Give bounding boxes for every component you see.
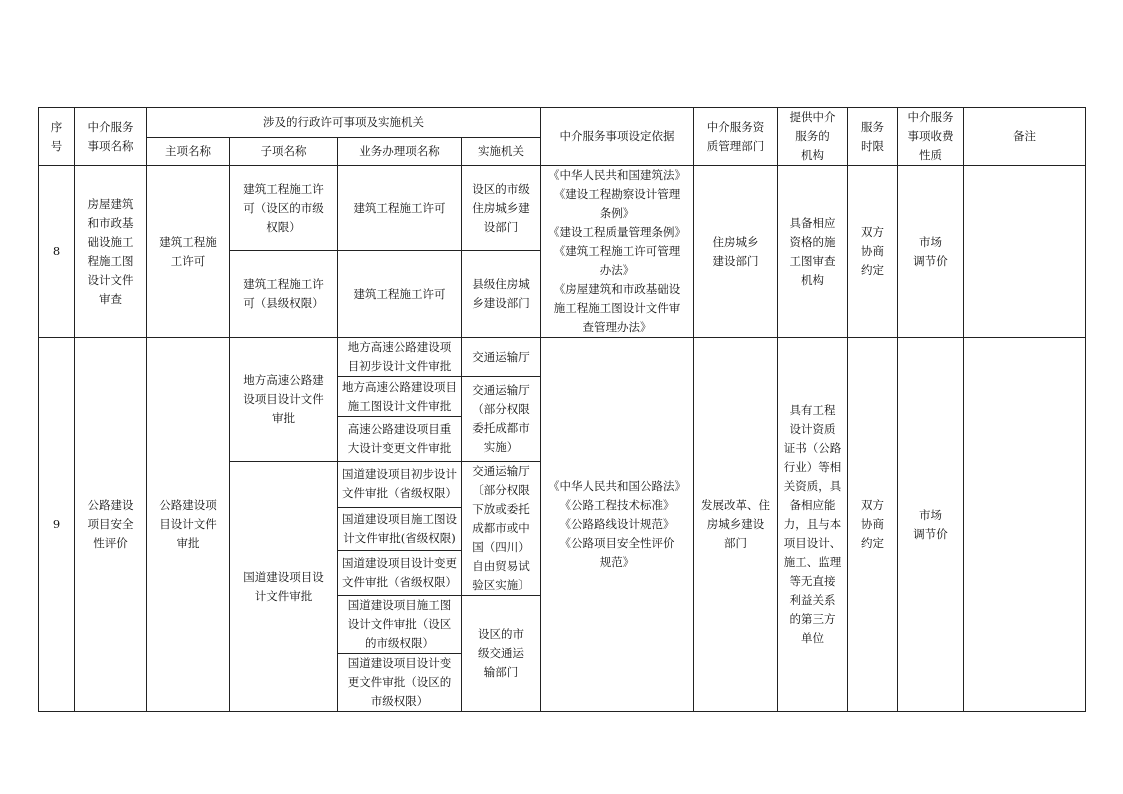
row9-business-b4	[338, 596, 462, 654]
text-line: 高速公路建设项目重	[347, 422, 452, 436]
row9-business-a2	[338, 377, 462, 417]
text-line: 权限）	[266, 219, 301, 234]
text-line: 建筑工程施工许	[243, 277, 324, 292]
row9-fee-nature	[898, 338, 964, 712]
row8-provider	[778, 166, 848, 338]
text-line: 约定	[861, 536, 884, 550]
text-line: （部分权限	[472, 402, 530, 416]
text-line: 《建筑工程施工许可管理	[553, 244, 681, 258]
row9-business-a3	[338, 417, 462, 462]
text-line: 市级权限）	[370, 694, 429, 708]
text-line: 市场	[919, 507, 942, 522]
text-line: 地方高速公路建设项目	[342, 379, 457, 394]
header-sub-item: 子项名称	[230, 138, 338, 166]
text-line: 施工、监理	[783, 555, 842, 569]
text-line: 房屋建筑	[87, 196, 134, 211]
row8-agency-2	[462, 251, 541, 338]
row9-item-name	[75, 338, 147, 712]
text-line: 交通运输厅	[472, 464, 530, 478]
row8-dept	[694, 166, 778, 338]
header-agency: 实施机关	[462, 138, 541, 166]
text-line: 设部门	[483, 219, 519, 234]
text-line: 乡建设部门	[472, 296, 530, 311]
text-line: 中介服务	[907, 110, 954, 124]
text-line: 础设施工	[87, 234, 134, 249]
header-row-1	[39, 108, 1086, 138]
text-line: 项目安全	[87, 517, 134, 531]
row8-sub-item-1	[230, 166, 338, 251]
text-line: 力，且与本	[783, 517, 842, 531]
row9-business-b2	[338, 507, 462, 551]
text-line: 《公路项目安全性评价	[559, 536, 675, 550]
text-line: 建筑工程施	[159, 234, 217, 249]
text-line: 规范》	[599, 555, 635, 569]
text-line: 《公路工程技术标准》	[559, 498, 675, 512]
header-fee-nature	[898, 108, 964, 166]
text-line: 号	[50, 138, 63, 153]
text-line: 《建设工程质量管理条例》	[548, 225, 686, 239]
text-line: 《中华人民共和国建筑法》	[548, 168, 686, 182]
text-line: 事项收费	[907, 129, 954, 143]
text-line: 计文件审批(省级权限)	[343, 530, 456, 545]
text-line: 国道建设项目施工图	[347, 598, 452, 612]
text-line: 办法》	[599, 263, 635, 277]
text-line: 查管理办法》	[582, 320, 652, 334]
row9-agency-b45	[462, 596, 541, 712]
text-line: 调节价	[913, 526, 948, 541]
text-line: 机构	[801, 148, 824, 162]
text-line: 备相应能	[789, 498, 836, 512]
row9-agency-b123	[462, 462, 541, 596]
text-line: 文件审批（省级权限）	[342, 486, 457, 501]
text-line: 协商	[861, 517, 884, 531]
header-basis: 中介服务事项设定依据	[541, 108, 694, 166]
text-line: 公路建设项	[159, 498, 217, 512]
text-line: 等无直接	[789, 574, 836, 588]
table-row	[39, 166, 1086, 251]
text-line: 施工程施工图设计文件审	[553, 301, 681, 315]
text-line: 证书（公路	[783, 441, 842, 455]
text-line: 工图审查	[789, 253, 836, 268]
text-line: 文件审批（省级权限）	[342, 575, 457, 590]
text-line: 住房城乡建	[472, 200, 530, 215]
text-line: 更文件审批（设区的	[347, 675, 452, 689]
intermediary-services-table	[38, 107, 1086, 712]
text-line: 建设部门	[712, 253, 759, 268]
row9-dept	[694, 338, 778, 712]
text-line: 部门	[724, 536, 747, 550]
text-line: 住房城乡	[712, 234, 759, 249]
text-line: 成都市或中	[472, 521, 530, 535]
header-provider	[778, 108, 848, 166]
row9-agency-a1: 交通运输厅	[462, 338, 541, 377]
text-line: 双方	[861, 225, 884, 239]
text-line: 的市级权限）	[365, 636, 434, 650]
text-line: 设区的市	[478, 627, 524, 641]
header-time-limit	[848, 108, 898, 166]
text-line: 〔部分权限	[472, 483, 530, 497]
row9-agency-a23	[462, 377, 541, 462]
text-line: 级交通运	[478, 646, 524, 660]
row8-seq: 8	[39, 166, 75, 338]
row9-basis	[541, 338, 694, 712]
row8-main-item	[147, 166, 230, 338]
text-line: 国道建设项目设计变更	[342, 556, 457, 571]
text-line: 地方高速公路建	[243, 373, 324, 387]
text-line: 大设计变更文件审批	[347, 441, 452, 455]
row9-business-a1	[338, 338, 462, 377]
text-line: 建筑工程施工许	[243, 181, 324, 196]
text-line: 调节价	[913, 253, 948, 268]
row8-item-name	[75, 166, 147, 338]
text-line: 具备相应	[789, 215, 836, 230]
text-line: 国道建设项目设计变	[347, 656, 452, 670]
text-line: 发展改革、住	[701, 498, 770, 512]
text-line: 单位	[801, 631, 824, 645]
text-line: 审批	[272, 411, 295, 425]
text-line: 时限	[861, 138, 884, 153]
text-line: 审批	[176, 536, 200, 550]
text-line: 利益关系	[789, 593, 836, 607]
text-line: 《公路路线设计规范》	[559, 517, 675, 531]
header-business-item: 业务办理项名称	[338, 138, 462, 166]
text-line: 审查	[99, 291, 122, 306]
text-line: 关资质，具	[783, 479, 842, 493]
header-item-name	[75, 108, 147, 166]
text-line: 约定	[861, 263, 884, 277]
text-line: 设计资质	[789, 422, 836, 436]
row9-business-b1	[338, 462, 462, 508]
row8-business-2: 建筑工程施工许可	[338, 251, 462, 338]
text-line: 市场	[919, 234, 942, 249]
text-line: 中介服务资	[706, 119, 765, 134]
text-line: 国道建设项目设	[243, 569, 324, 584]
text-line: 行业）等相	[783, 460, 842, 474]
row9-sub-item-highway	[230, 338, 338, 462]
text-line: 序	[50, 119, 63, 134]
text-line: 验区实施〕	[472, 578, 530, 592]
text-line: 委托成都市	[472, 421, 530, 435]
text-line: 县级住房城	[472, 277, 530, 292]
text-line: 事项名称	[87, 138, 134, 153]
text-line: 条例》	[599, 206, 635, 220]
text-line: 目初步设计文件审批	[347, 359, 452, 373]
header-management-dept	[694, 108, 778, 166]
text-line: 计文件审批	[254, 588, 313, 603]
row8-agency-1	[462, 166, 541, 251]
text-line: 程施工图	[87, 253, 134, 268]
text-line: 服务	[861, 119, 884, 134]
text-line: 目设计文件	[159, 517, 217, 531]
row9-sub-item-national	[230, 462, 338, 712]
text-line: 输部门	[483, 665, 519, 679]
text-line: 可（设区的市级	[243, 200, 324, 215]
row8-note	[964, 166, 1086, 338]
text-line: 《房屋建筑和市政基础设	[553, 282, 681, 296]
row8-sub-item-2	[230, 251, 338, 338]
row9-business-b5	[338, 654, 462, 712]
text-line: 具有工程	[789, 403, 836, 417]
row8-business-1: 建筑工程施工许可	[338, 166, 462, 251]
text-line: 国道建设项目初步设计	[342, 467, 457, 482]
text-line: 项目设计、	[783, 536, 842, 550]
text-line: 《中华人民共和国公路法》	[548, 479, 686, 493]
text-line: 工许可	[170, 253, 206, 268]
row8-basis	[541, 166, 694, 338]
text-line: 双方	[861, 498, 884, 512]
row9-business-b3	[338, 551, 462, 596]
text-line: 设计文件	[87, 272, 134, 287]
text-line: 设项目设计文件	[243, 392, 324, 406]
text-line: 服务的	[795, 129, 830, 143]
row9-seq: 9	[39, 338, 75, 712]
text-line: 地方高速公路建设项	[347, 340, 452, 354]
text-line: 设区的市级	[472, 181, 530, 196]
text-line: 施工图设计文件审批	[347, 398, 452, 413]
text-line: 国道建设项目施工图设	[342, 511, 457, 526]
text-line: 公路建设	[87, 498, 134, 512]
text-line: 国（四川）	[472, 540, 530, 554]
text-line: 房城乡建设	[706, 517, 765, 531]
text-line: 实施）	[483, 440, 519, 454]
text-line: 可（县级权限）	[243, 296, 324, 311]
text-line: 提供中介	[789, 110, 836, 124]
row8-fee-nature	[898, 166, 964, 338]
text-line: 交通运输厅	[472, 383, 530, 397]
header-main-item: 主项名称	[147, 138, 230, 166]
row9-provider	[778, 338, 848, 712]
text-line: 资格的施	[789, 234, 836, 249]
header-admin-license-group: 涉及的行政许可事项及实施机关	[147, 108, 541, 138]
row8-time-limit	[848, 166, 898, 338]
text-line: 性质	[919, 148, 942, 162]
text-line: 机构	[801, 272, 824, 287]
text-line: 质管理部门	[706, 138, 765, 153]
text-line: 设计文件审批（设区	[347, 617, 452, 631]
text-line: 中介服务	[87, 119, 134, 134]
text-line: 协商	[861, 244, 884, 258]
text-line: 和市政基	[87, 215, 134, 230]
text-line: 的第三方	[789, 612, 836, 626]
text-line: 《建设工程勘察设计管理	[553, 187, 681, 201]
header-seq	[39, 108, 75, 166]
text-line: 性评价	[93, 536, 128, 550]
row9-main-item	[147, 338, 230, 712]
text-line: 下放或委托	[472, 502, 530, 516]
table-row	[39, 338, 1086, 377]
text-line: 自由贸易试	[472, 559, 530, 573]
header-note: 备注	[964, 108, 1086, 166]
row9-note	[964, 338, 1086, 712]
row9-time-limit	[848, 338, 898, 712]
